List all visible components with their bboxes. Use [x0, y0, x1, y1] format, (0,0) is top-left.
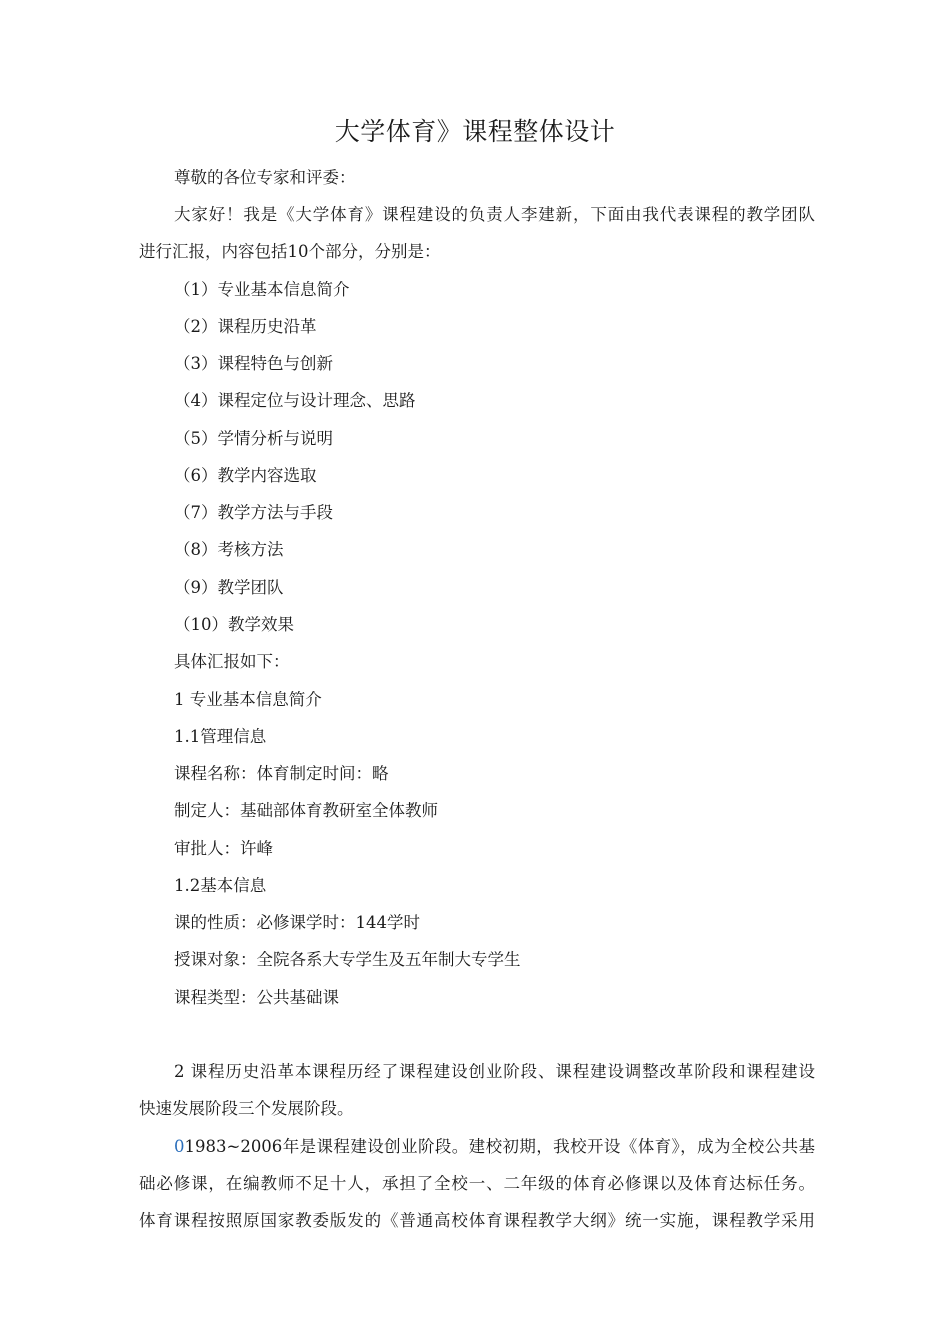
outline-item-3: （3）课程特色与创新 [174, 354, 333, 373]
outline-item-9: （9）教学团队 [174, 578, 284, 597]
audience-line: 授课对象：全院各系大专学生及五年制大专学生 [174, 950, 521, 969]
outline-item-1: （1）专业基本信息简介 [174, 280, 350, 299]
approver-line: 审批人：许峰 [174, 839, 273, 858]
section-2-para-2-line-1-wrap [174, 1135, 815, 1159]
intro-line-2: 进行汇报，内容包括10个部分，分别是： [139, 242, 441, 261]
outline-item-8: （8）考核方法 [174, 540, 284, 559]
section-2-para-2-line-1: 1983~2006年是课程建设创业阶段。建校初期，我校开设《体育》，成为全校公共基 [184, 1137, 815, 1156]
author-line: 制定人：基础部体育教研室全体教师 [174, 801, 438, 820]
intro-line-1: 大家好！我是《大学体育》课程建设的负责人李建新，下面由我代表课程的教学团队 [174, 205, 815, 224]
section-1-2-heading: 1.2基本信息 [174, 876, 267, 895]
outline-item-4: （4）课程定位与设计理念、思路 [174, 391, 416, 410]
paragraph-marker: 0 [174, 1137, 185, 1156]
outline-item-5: （5）学情分析与说明 [174, 429, 333, 448]
course-name-line: 课程名称：体育制定时间：略 [174, 764, 389, 783]
section-1-1-heading: 1.1管理信息 [174, 727, 267, 746]
section-2-para-1-line-2: 快速发展阶段三个发展阶段。 [139, 1099, 354, 1118]
section-2-para-2-line-2: 础必修课，在编教师不足十人，承担了全校一、二年级的体育必修课以及体育达标任务。 [139, 1174, 815, 1193]
section-2-para-1-line-1: 2 课程历史沿革本课程历经了课程建设创业阶段、课程建设调整改革阶段和课程建设 [174, 1062, 815, 1081]
section-2-para-2-line-3: 体育课程按照原国家教委版发的《普通高校体育课程教学大纲》统一实施，课程教学采用 [139, 1211, 815, 1230]
section-1-heading: 1 专业基本信息简介 [174, 690, 322, 709]
outline-item-7: （7）教学方法与手段 [174, 503, 333, 522]
report-intro: 具体汇报如下： [174, 652, 290, 671]
course-nature-line: 课的性质：必修课学时：144学时 [174, 913, 420, 932]
document-title: 大学体育》课程整体设计 [334, 117, 616, 146]
outline-item-2: （2）课程历史沿革 [174, 317, 317, 336]
outline-item-10: （10）教学效果 [174, 615, 294, 634]
greeting: 尊敬的各位专家和评委： [174, 168, 356, 187]
outline-item-6: （6）教学内容选取 [174, 466, 317, 485]
course-type-line: 课程类型：公共基础课 [174, 988, 339, 1007]
